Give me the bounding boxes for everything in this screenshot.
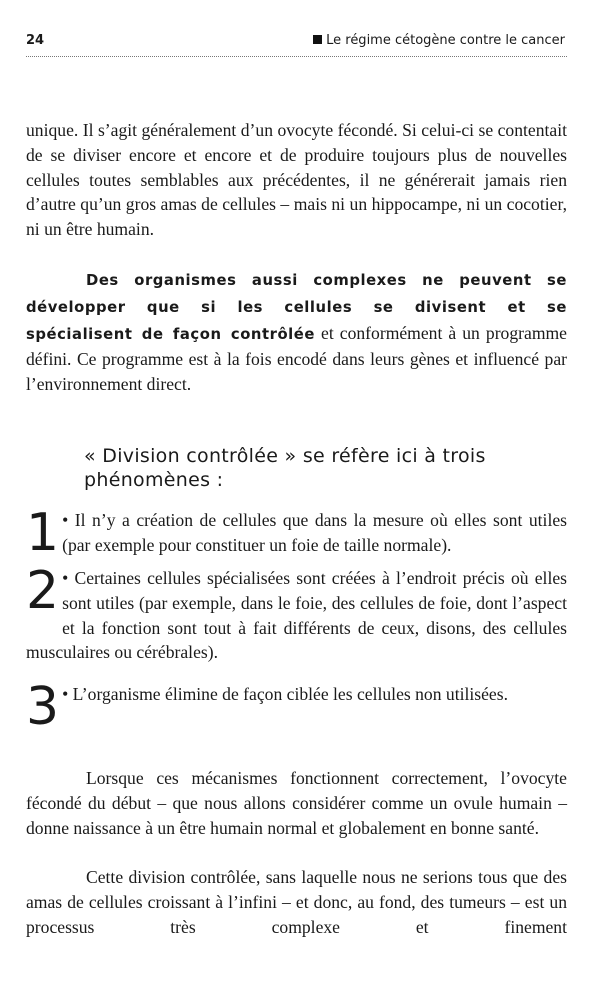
paragraph-3: Lorsque ces mécanismes fonctionnent correctement, l’ovocyte fécondé du début – que nous allons considérer comme un ovule humain – donne naissance à un être humain normal et globalement en bonne santé. [26, 768, 567, 838]
list-item-1 [26, 503, 567, 563]
page-number: 24 [26, 33, 45, 48]
running-title [313, 33, 565, 48]
book-page [26, 0, 567, 1000]
callout-heading: « Division contrôlée » se réfère ici à trois phénomènes : [84, 445, 486, 491]
paragraph-2 [26, 267, 567, 397]
list-number: 2 [26, 561, 60, 621]
paragraph-1: unique. Il s’agit généralement d’un ovocyte fécondé. Si celui-ci se contentait de se diviser encore et encore et de produire toujours plus de nouvelles cellules toutes semblables aux précédentes, il ne générerait jamais rien d’autre qu’un gros amas de cellules – mais ni un hippocampe, ni un cocotier, ni un être humain. [26, 120, 567, 240]
paragraph-4: Cette division contrôlée, sans laquelle nous ne serions tous que des amas de cellules croissant à l’infini – et donc, au fond, des tumeurs – est un processus très complexe et finement [26, 867, 567, 937]
list-item-text: • L’organisme élimine de façon ciblée les cellules non utilisées. [62, 684, 508, 704]
square-bullet-icon [313, 35, 322, 44]
list-number: 3 [26, 677, 60, 737]
running-title-text: Le régime cétogène contre le cancer [326, 33, 565, 48]
list-item-3 [26, 677, 567, 737]
list-item-text: • Certaines cellules spécialisées sont créées à l’endroit précis où elles sont utiles (par exemple, dans le foie, des cellules de foie, dont l’aspect et la fonction sont tout à fait différents de ceux, disons, des cellules musculaires ou cérébrales). [26, 568, 567, 663]
header-rule [26, 56, 567, 57]
paragraph-2-emphasis: Des organismes aussi complexes ne peuvent se développer que si les cellules se divisent et se spécialisent de façon contrôlée [26, 272, 567, 343]
list-number: 1 [26, 503, 60, 563]
paragraph-2-text: et conformément à un programme défini. Ce programme est à la fois encodé dans leurs gènes et influencé par l’environnement direct. [26, 322, 567, 395]
list-item-2 [26, 561, 567, 665]
page-header [26, 33, 567, 57]
list-item-text: • Il n’y a création de cellules que dans la mesure où elles sont utiles (par exemple pour constituer un foie de taille normale). [62, 510, 567, 555]
